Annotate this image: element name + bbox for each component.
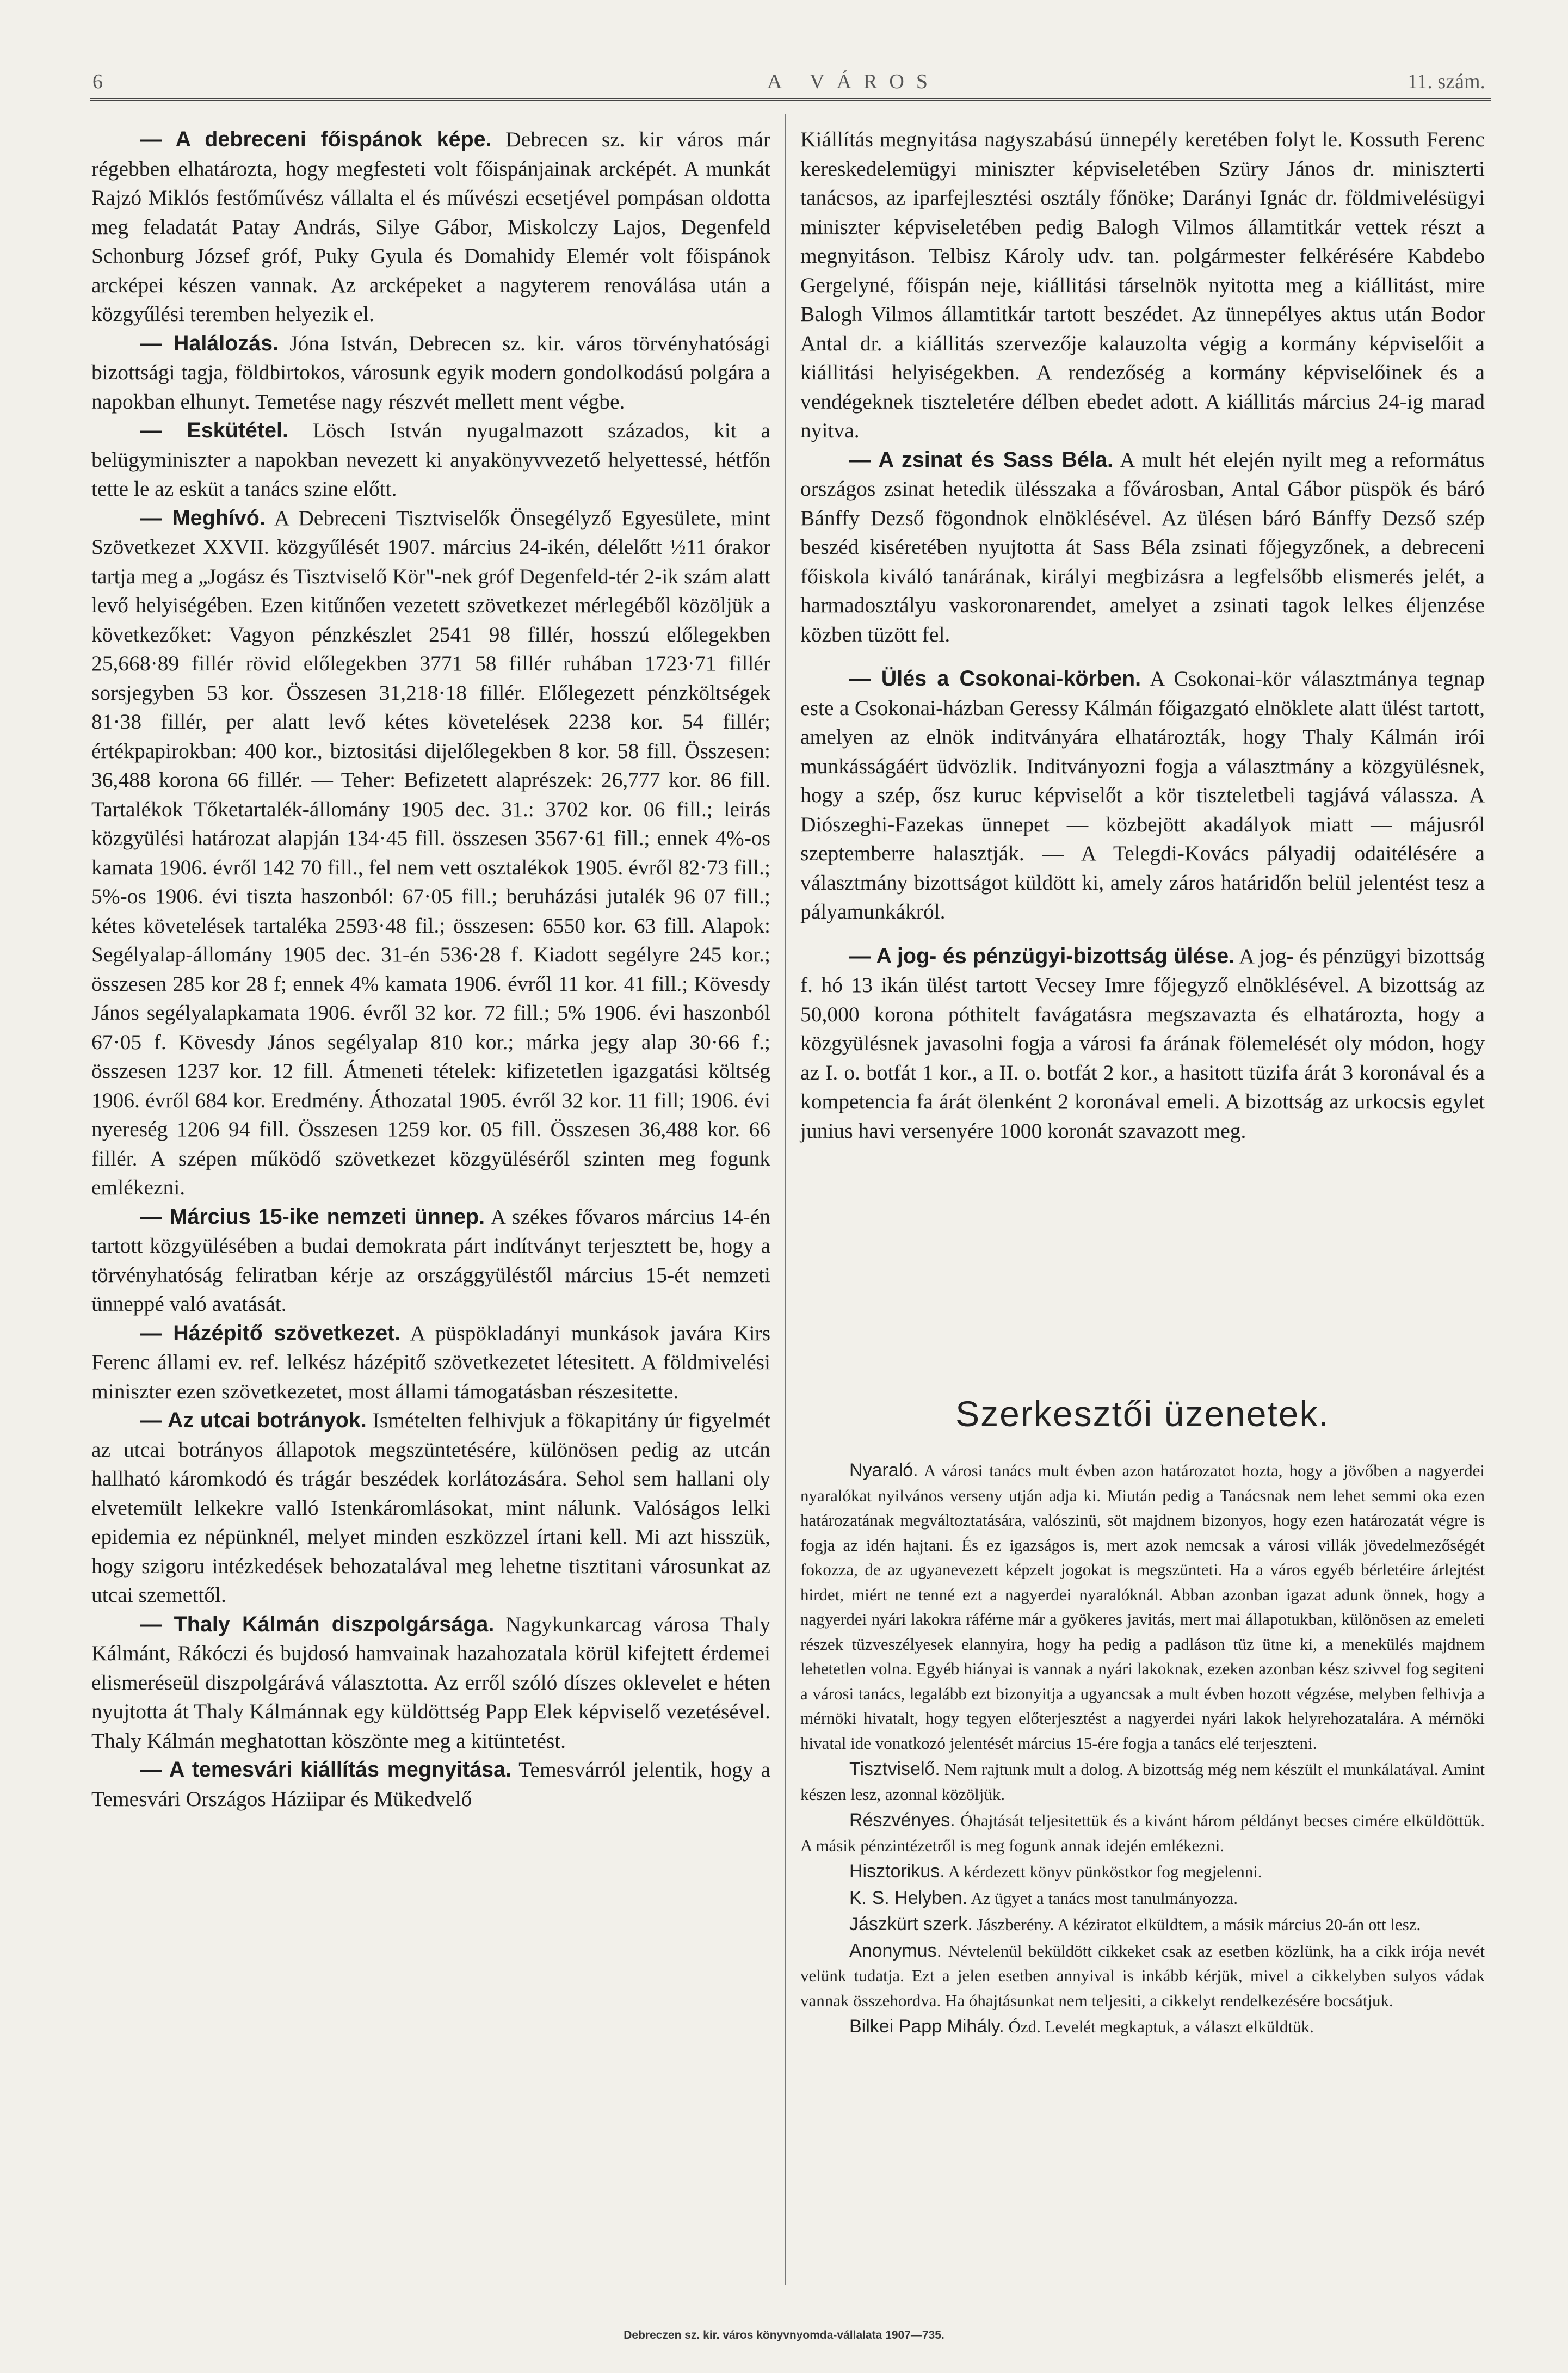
article (91, 1319, 770, 1407)
editor-message-heading: Nyaraló. (849, 1460, 918, 1481)
article-body: Kiállítás megnyitása nagyszabású ünnepély keretében folyt le. Kossuth Ferenc kereskedelemügyi miniszter képviseletében Szüry János dr. miniszterti tanácsos, az iparfejlesztési osztály főnöke; Darányi Ignác dr. földmivelésügyi miniszter képviseletében pedig Balogh Vilmos államtitkár vettek részt a megnyitáson. Telbisz Károly udv. tan. polgármester felkérésére Kabdebo Gergelyné, főispán neje, kiállitási társelnök nyitotta meg a kiállitást, mire Balogh Vilmos államtitkár tartott beszédet. Az ünnepélyes aktus után Bodor Antal dr. a kiállitás szervezője kalauzolta végig a kormány képviselőit a kiállitási helyiségekben. A rendezőség a kormány képviselőinek és a vendégeknek tiszteletére délben ebedet adott. A kiállitás március 24-ig marad nyitva. (800, 127, 1485, 442)
editor-message (800, 1859, 1485, 1884)
article-heading: — Halálozás. (140, 331, 279, 355)
article-heading: — A jog- és pénzügyi-bizottság ülése. (849, 944, 1235, 968)
editor-message (800, 1808, 1485, 1858)
article-heading: — Március 15-ike nemzeti ünnep. (140, 1204, 485, 1229)
article (91, 1755, 770, 1814)
editor-message-heading: Hisztorikus. (849, 1861, 945, 1882)
column-divider (785, 114, 786, 2285)
article-body: A Debreceni Tisztviselők Önsegélyző Egyesülete, mint Szövetkezet XXVII. közgyűlését 1907. március 24-ikén, délelőtt ½11 órakor tartja meg a „Jogász és Tisztviselő Kör"-nek gróf Degenfeld-tér 2-ik szám alatt levő helyiségében. Ezen kitűnően vezetett szövetkezet mérlegéből közöljük a következőket: Vagyon pénzkészlet 2541 98 fillér, hosszú előlegekben 25,668·89 fillér rövid előlegekben 3771 58 fillér ruhában 1723·71 fillér sorsjegyben 53 kor. Összesen 31,218·18 fillér. Előlegezett pénzköltségek 81·38 fillér, per alatt levő kétes követelések 2238 kor. 54 fillér; értékpapirokban: 400 kor., biztositási dijelőlegekben 8 kor. 58 fill. Összesen: 36,488 korona 66 fillér. — Teher: Befizetett alaprészek: 26,777 kor. 86 fill. Tartalékok Tőketartalék-állomány 1905 dec. 31.: 3702 kor. 06 fill.; leirás közgyülési határozat alapján 134·45 fill. összesen 3567·61 fill.; ennek 4%-os kamata 1906. évről 142 70 fill., fel nem vett osztalékok 1905. évről 82·73 fill.; 5%-os 1906. évi tiszta haszonból: 67·05 fill.; beruházási jutalék 96 07 fill.; kétes követelések tartaléka 2593·48 fil.; összesen: 6550 kor. 63 fill. Alapok: Segélyalap-állomány 1905 dec. 31-én 536·28 f. Kiadott segélyre 245 kor.; összesen 285 kor 28 f; ennek 4% kamata 1906. évről 11 kor. 41 fill.; Kövesdy János segélyalapkamata 1906. évről 32 kor. 72 fill.; 5% 1906. évi haszonból 67·05 f. Kövesdy János segélyalap 810 kor.; márka jegy alap 30·66 f.; összesen 1237 kor. 12 fill. Átmeneti tételek: kifizetetlen igazgatási költség 1906. évről 684 kor. Eredmény. Áthozatal 1905. évről 32 kor. 11 fill; 1906. évi nyereség 1206 94 fill. Összesen 1259 kor. 05 fill. Összesen 36,488 kor. 66 fillér. A szépen működő szövetkezet közgyüléséről szinten meg fogunk emlékezni. (91, 506, 770, 1199)
article (91, 125, 770, 329)
editor-message (800, 1886, 1485, 1911)
newspaper-title: A VÁROS (767, 70, 940, 93)
editor-message (800, 1939, 1485, 2013)
article (91, 1203, 770, 1319)
editor-message-body: A kérdezett könyv pünköstkor fog megjelenni. (944, 1862, 1262, 1881)
editor-message-body: Óhajtását teljesitettük és a kivánt három példányt becses cimére elküldöttük. A másik pénzintézetről is meg fogunk annak idején emlékezni. (800, 1811, 1485, 1855)
article-body: A jog- és pénzügyi bizottság f. hó 13 ikán ülést tartott Vecsey Imre főjegyző elnöklésével. A bizottság az 50,000 korona póthitelt favágatásra megszavazta és elhatározta, hogy a közgyülésnek javasolni fogja a városi fa árának fölemelését oly módon, hogy az I. o. botfát 1 kor., a II. o. botfát 2 kor., a hasitott tüzifa árát 3 koronával és a kompetencia fa árát ölenként 2 koronával emeli. A bizottság az urkocsis egylet junius havi versenyére 1000 koronát szavazott meg. (800, 944, 1485, 1143)
editor-message (800, 1757, 1485, 1807)
article-body: Jóna István, Debrecen sz. kir. város törvényhatósági bizottsági tagja, földbirtokos, városunk egyik modern gondolkodású polgára a napokban elhunyt. Temetése nagy részvét mellett ment végbe. (91, 331, 770, 414)
editor-message-body: Ózd. Levelét megkaptuk, a választ elküldtük. (1004, 2017, 1314, 2036)
article-body: A székes fővaros március 14-én tartott közgyülésében a budai demokrata párt indítványt terjesztett be, hogy a törvényhatóság feliratban kérje az országgyüléstől március 15-ét nemzeti ünneppé való avatását. (91, 1204, 770, 1316)
article (91, 504, 770, 1203)
article (91, 329, 770, 417)
editor-message-heading: Részvényes. (849, 1810, 955, 1830)
article-heading: — A debreceni főispánok képe. (140, 127, 492, 151)
editor-message-heading: K. S. Helyben. (849, 1887, 968, 1908)
article-body: Ismételten felhivjuk a fökapitány úr figyelmét az utcai botrányos állapotok megszüntetésére, különösen pedig az utcán hallható káromkodó és trágár beszédek korlátozására. Sehol sem hallani oly elvetemült lelkekre valló Istenkáromlásokat, mint nálunk. Valóságos lelki epidemia ez népünknél, melyet minden eszközzel írtani kell. Mi azt hisszük, hogy szigoru intézkedések behozatalával meg lehetne tisztitani városunkat az utcai szemettől. (91, 1408, 770, 1607)
page-header (92, 64, 1485, 97)
article-heading: — Thaly Kálmán diszpolgársága. (140, 1612, 495, 1636)
editor-message-heading: Tisztviselő. (849, 1759, 940, 1779)
editor-message-heading: Bilkei Papp Mihály. (849, 2016, 1004, 2037)
editor-message-body: Jászberény. A kéziratot elküldtem, a másik március 20-án ott lesz. (972, 1915, 1421, 1934)
editor-message-heading: Anonymus. (849, 1940, 942, 1961)
editor-messages-title: Szerkesztői üzenetek. (955, 1394, 1330, 1434)
issue-number: 11. szám. (1407, 70, 1485, 93)
page-number: 6 (92, 70, 103, 93)
article-heading: — Meghívó. (140, 506, 266, 530)
editor-messages (800, 1458, 1485, 2041)
article-body: Nagykunkarcag városa Thaly Kálmánt, Rákóczi és bujdosó hamvainak hazahozatala körül kifejtett érdemei elismeréseül diszpolgárává választotta. Az erről szóló díszes oklevelet e héten nyujtotta át Thaly Kálmánnak egy küldöttség Papp Elek képviselő vezetésével. Thaly Kálmán meghatottan köszönte meg a kitüntetést. (91, 1612, 770, 1753)
article-heading: — Eskütétel. (140, 418, 288, 442)
editor-message-body: Névtelenül beküldött cikkeket csak az esetben közlünk, ha a cikk irója nevét velünk tudatja. Ezt a jelen esetben annyival is inkább kérjük, mivel a cikkelyben sulyos vádak vannak összehordva. Ha óhajtásunkat nem teljesiti, a cikkelyt rendelkezésére bocsátjuk. (800, 1941, 1485, 2010)
article-body: A mult hét elején nyilt meg a református országos zsinat hetedik ülésszaka a fővárosban, Antal Gábor püspök és báró Bánffy Dezső fögondnok elnöklésével. Az ülésen báró Bánffy Dezső szép beszéd kiséretében nyujtotta át Sass Béla zsinati főjegyzőnek, a debreceni főiskola kiváló tanárának, királyi megbizásra a legfelsőbb elismerés jelét, a harmadosztályu vaskoronarendet, amelyet a zsinati tagok lelkes éljenzése közben tüzött fel. (800, 447, 1485, 646)
printer-imprint: Debreczen sz. kir. város könyvnyomda-vállalata 1907—735. (624, 2329, 944, 2341)
article (800, 446, 1485, 650)
article (91, 416, 770, 504)
article (800, 664, 1485, 927)
article-body: Temesvárról jelentik, hogy a Temesvári Országos Háziipar és Mükedvelő (91, 1758, 771, 1811)
article-heading: — Házépitő szövetkezet. (140, 1321, 401, 1345)
editor-message-heading: Jászkürt szerk. (849, 1914, 973, 1934)
editor-message (800, 1458, 1485, 1755)
article-body: Lösch István nyugalmazott százados, kit a belügyminiszter a napokban nevezett ki anyakönyvvezető helyettessé, hétfőn tette le az esküt a tanács szine előtt. (91, 418, 770, 501)
article (800, 942, 1485, 1146)
editor-message (800, 2014, 1485, 2039)
article (91, 1610, 770, 1756)
editor-message (800, 1912, 1485, 1937)
editor-message-body: Az ügyet a tanács most tanulmányozza. (967, 1888, 1238, 1908)
article-heading: — Az utcai botrányok. (140, 1408, 367, 1432)
header-rule (90, 98, 1491, 101)
right-column (800, 125, 1485, 1145)
article-body: A Csokonai-kör választmánya tegnap este a Csokonai-házban Geressy Kálmán főigazgató elnöklete alatt ülést tartott, amelyen az elnök inditványára elhatározták, hogy Thaly Kálmán irói munkásságáért üdvözlik. Inditványozni fogja a választmány a közgyülésnek, hogy a szép, ősz kuruc képviselőt a kör tiszteletbeli tagjává válassza. A Diószeghi-Fazekas ünnepet — közbejött akadályok miatt — májusról szeptemberre halasztják. — A Telegdi-Kovács pályadij odaitélésére a választmány bizottságot küldött ki, amely záros határidőn belül jelentést tesz a pályamunkákról. (800, 667, 1485, 923)
article (91, 1406, 770, 1610)
article-heading: — Ülés a Csokonai-körben. (849, 667, 1141, 691)
editor-message-body: Nem rajtunk mult a dolog. A bizottság még nem készült el munkálatával. Amint készen lesz, azonnal közöljük. (800, 1760, 1485, 1804)
article-body: Debrecen sz. kir város már régebben elhatározta, hogy megfesteti volt főispánjainak arcképét. A munkát Rajzó Miklós festőművész vállalta el és művészi ecsetjével pompásan oldotta meg feladatát Patay András, Silye Gábor, Miskolczy Lajos, Degenfeld Schonburg József gróf, Puky Gyula és Domahidy Elemér volt főispánok arcképei készen vannak. Az arcképeket a nagyterem renoválása után a közgyűlési teremben helyezik el. (91, 127, 770, 326)
article-heading: — A zsinat és Sass Béla. (849, 447, 1113, 472)
left-column (91, 125, 770, 1814)
article-heading: — A temesvári kiállítás megnyitása. (140, 1758, 512, 1782)
article-body: A püspökladányi munkások javára Kirs Ferenc állami ev. ref. lelkész házépitő szövetkezetet létesitett. A földmivelési miniszter ezen szövetkezetet, most állami támogatásban részesitette. (91, 1321, 770, 1403)
article (800, 125, 1485, 446)
editor-message-body: A városi tanács mult évben azon határozatot hozta, hogy a jövőben a nagyerdei nyaralókat nyilvános verseny utján adja ki. Miután pedig a Tanácsnak nem lehet semmi oka ezen határozatának megváltoztatására, valószinü, söt majdnem bizonyos, hogy ezen határozatát végre is fogja az idén hajtani. És ez igazságos is, mert azok nemcsak a városi villák jövedelmezőségét fokozza, de az ugyanevezett képzelt jogokat is megszünteti. Ha a város egyéb bérletéire árlejtést hirdet, miért ne tenné ezt a nagyerdei nyaralóknál. Abban azonban igazat adunk önnek, hogy a nagyerdei nyári lakokra ráférne már a gyökeres javitás, mert mai állapotukban, különösen az emeleti részek tüzveszélyesek elannyira, hogy ha pedig a padláson tüz ütne ki, a menekülés majdnem lehetetlen volna. Egyéb hiányai is vannak a nyári lakoknak, ezeken azonban kész szivvel fog segiteni a városi tanács, legalább ezt bizonyitja a ugyancsak a mult évben hozott végzése, melyben felhivja a mérnöki hivatalt, hogy tegyen előterjesztést a nagyerdei nyári lakok helyrehozatalára. A mérnöki hivatal ide vonatkozó jelentését március 15-ére fogja a tanács elé terjeszteni. (800, 1461, 1485, 1753)
